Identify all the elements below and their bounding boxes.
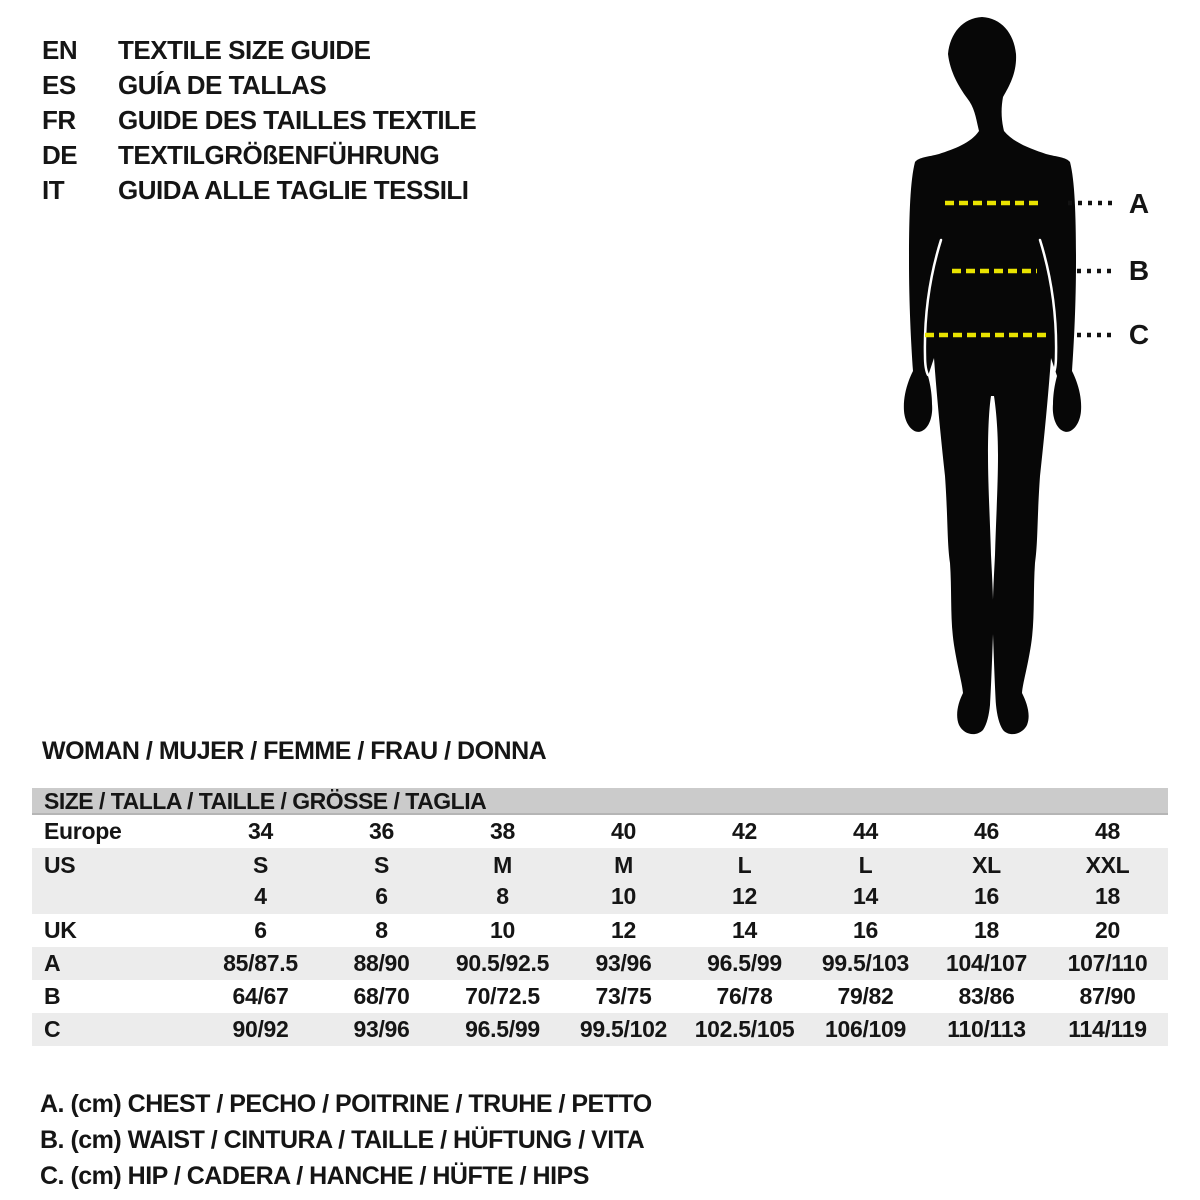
language-title: TEXTILE SIZE GUIDE (118, 35, 371, 65)
legend-waist: B. (cm) WAIST / CINTURA / TAILLE / HÜFTUNG / VITA (40, 1126, 645, 1154)
size-cell: 73/75 (595, 983, 652, 1009)
size-cell: 14 (732, 917, 757, 943)
table-row-line (32, 914, 1168, 947)
size-cell: 99.5/102 (579, 1016, 668, 1042)
language-row (42, 33, 476, 68)
size-cell: 102.5/105 (694, 1016, 795, 1042)
size-table (32, 788, 1168, 1046)
size-cell: 42 (732, 818, 757, 844)
language-row (42, 68, 476, 103)
size-cell: 8 (496, 883, 509, 909)
size-cell: 70/72.5 (465, 983, 540, 1009)
row-label: US (44, 852, 76, 878)
table-row-line (32, 850, 1168, 881)
size-cell: M (614, 852, 633, 878)
marker-label-waist: B (1128, 255, 1150, 286)
size-cell: 10 (611, 883, 636, 909)
row-label: A (44, 950, 61, 976)
table-row-line (32, 947, 1168, 980)
table-row-line (32, 815, 1168, 848)
size-cell: 10 (490, 917, 515, 943)
size-cell: 36 (369, 818, 394, 844)
row-label: UK (44, 917, 77, 943)
size-cell: 40 (611, 818, 636, 844)
language-row (42, 103, 476, 138)
size-cell: 96.5/99 (707, 950, 782, 976)
size-cell: 88/90 (353, 950, 410, 976)
table-row (32, 980, 1168, 1013)
table-row (32, 947, 1168, 980)
size-cell: S (373, 852, 390, 878)
table-row-line (32, 1013, 1168, 1046)
language-code: ES (42, 70, 76, 100)
size-cell: XL (972, 852, 1001, 878)
size-cell: 6 (254, 917, 267, 943)
table-row (32, 914, 1168, 947)
language-title: TEXTILGRÖßENFÜHRUNG (118, 140, 440, 170)
language-row (42, 173, 476, 208)
table-row (32, 848, 1168, 914)
table-row (32, 815, 1168, 848)
size-cell: 16 (974, 883, 999, 909)
size-cell: XXL (1085, 852, 1130, 878)
size-cell: 18 (1095, 883, 1120, 909)
woman-silhouette (895, 14, 1160, 744)
language-code: EN (42, 35, 78, 65)
size-cell: 6 (375, 883, 388, 909)
size-cell: 114/119 (1068, 1016, 1147, 1042)
size-cell: 93/96 (595, 950, 652, 976)
language-title: GUIDE DES TAILLES TEXTILE (118, 105, 477, 135)
table-row-line (32, 980, 1168, 1013)
size-cell: 107/110 (1067, 950, 1148, 976)
size-cell: 20 (1095, 917, 1120, 943)
language-title-block (42, 33, 476, 208)
size-cell: 4 (254, 883, 267, 909)
size-cell: 106/109 (824, 1016, 907, 1042)
row-label: Europe (44, 818, 122, 844)
size-cell: 44 (853, 818, 878, 844)
size-cell: 87/90 (1079, 983, 1136, 1009)
size-cell: 38 (490, 818, 515, 844)
size-cell: 76/78 (716, 983, 773, 1009)
language-code: DE (42, 140, 78, 170)
language-title: GUÍA DE TALLAS (118, 70, 327, 100)
size-cell: 48 (1095, 818, 1120, 844)
language-row (42, 138, 476, 173)
table-row (32, 1013, 1168, 1046)
size-cell: 83/86 (958, 983, 1015, 1009)
marker-label-hip: C (1128, 319, 1150, 350)
row-label: B (44, 983, 61, 1009)
legend-hip: C. (cm) HIP / CADERA / HANCHE / HÜFTE / HIPS (40, 1162, 589, 1190)
legend-chest: A. (cm) CHEST / PECHO / POITRINE / TRUHE / PETTO (40, 1090, 652, 1118)
size-cell: 68/70 (353, 983, 410, 1009)
size-cell: S (252, 852, 269, 878)
size-cell: 8 (375, 917, 388, 943)
size-cell: 85/87.5 (223, 950, 298, 976)
size-cell: 46 (974, 818, 999, 844)
size-table-body (32, 815, 1168, 1046)
size-cell: L (737, 852, 752, 878)
size-cell: 110/113 (947, 1016, 1026, 1042)
size-cell: 18 (974, 917, 999, 943)
size-cell: 90.5/92.5 (455, 950, 550, 976)
measurement-figure (895, 14, 1160, 744)
size-cell: 90/92 (232, 1016, 289, 1042)
size-cell: 16 (853, 917, 878, 943)
size-cell: 12 (611, 917, 636, 943)
size-cell: M (493, 852, 512, 878)
size-cell: 104/107 (945, 950, 1028, 976)
size-cell: 79/82 (837, 983, 894, 1009)
measurement-legend (40, 1086, 652, 1194)
size-cell: 99.5/103 (821, 950, 910, 976)
size-cell: 64/67 (232, 983, 289, 1009)
row-label: C (44, 1016, 61, 1042)
row-label (32, 881, 200, 912)
size-cell: 34 (248, 818, 273, 844)
size-cell: 96.5/99 (465, 1016, 540, 1042)
size-cell: 12 (732, 883, 757, 909)
marker-label-chest: A (1128, 188, 1150, 219)
size-cell: 93/96 (353, 1016, 410, 1042)
silhouette-body (904, 17, 1081, 734)
language-title: GUIDA ALLE TAGLIE TESSILI (118, 175, 469, 205)
language-code: FR (42, 105, 76, 135)
table-row-line (32, 881, 1168, 912)
section-title: WOMAN / MUJER / FEMME / FRAU / DONNA (42, 737, 547, 765)
size-cell: 14 (853, 883, 878, 909)
language-code: IT (42, 175, 65, 205)
size-table-header: SIZE / TALLA / TAILLE / GRÖSSE / TAGLIA (32, 788, 1168, 815)
size-cell: L (858, 852, 873, 878)
